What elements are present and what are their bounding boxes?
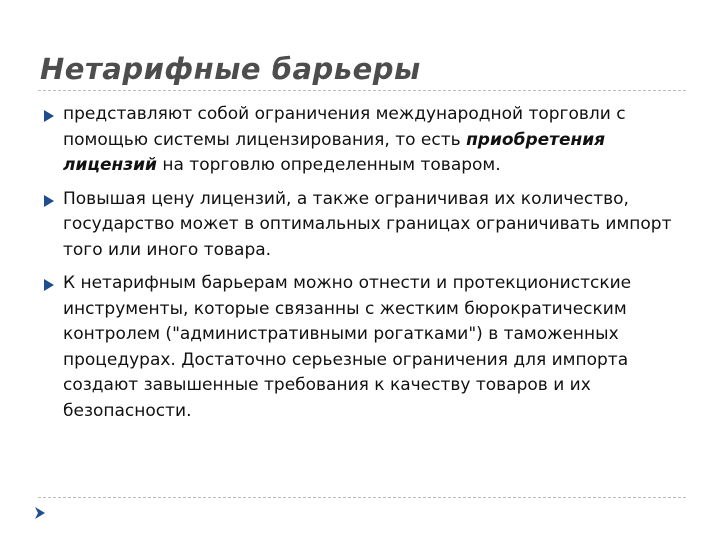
- list-item: [43, 187, 683, 264]
- bullet-list: [43, 102, 683, 432]
- emphasized-term: приобретения лицензий: [63, 129, 606, 175]
- list-item: [43, 271, 683, 424]
- chevron-right-icon[interactable]: [33, 506, 47, 520]
- title-divider: [38, 90, 686, 91]
- triangle-right-icon: [43, 195, 55, 207]
- list-item: [43, 102, 683, 179]
- triangle-right-icon: [43, 279, 55, 291]
- list-item-text-start: представляют собой ограничения международной торговли с помощью системы лицензирования, то есть: [63, 104, 626, 150]
- list-item-text-end: на торговлю определенным товаром.: [156, 155, 501, 175]
- triangle-right-icon: [43, 110, 55, 122]
- list-item-text: [63, 102, 683, 179]
- list-item-text: К нетарифным барьерам можно отнести и протекционистские инструменты, которые связанны с жестким бюрократическим контролем ("административными рогатками") в таможенных процедурах. Достаточно серьезные ограничения для импорта создают завышенные требования к качеству товаров и их безопасности.: [63, 273, 632, 421]
- slide-title: Нетарифные барьеры: [40, 52, 421, 86]
- list-item-text: Повышая цену лицензий, а также ограничивая их количество, государство может в оптимальных границах ограничивать импорт того или иного товара.: [63, 188, 672, 260]
- footer-divider: [38, 497, 686, 498]
